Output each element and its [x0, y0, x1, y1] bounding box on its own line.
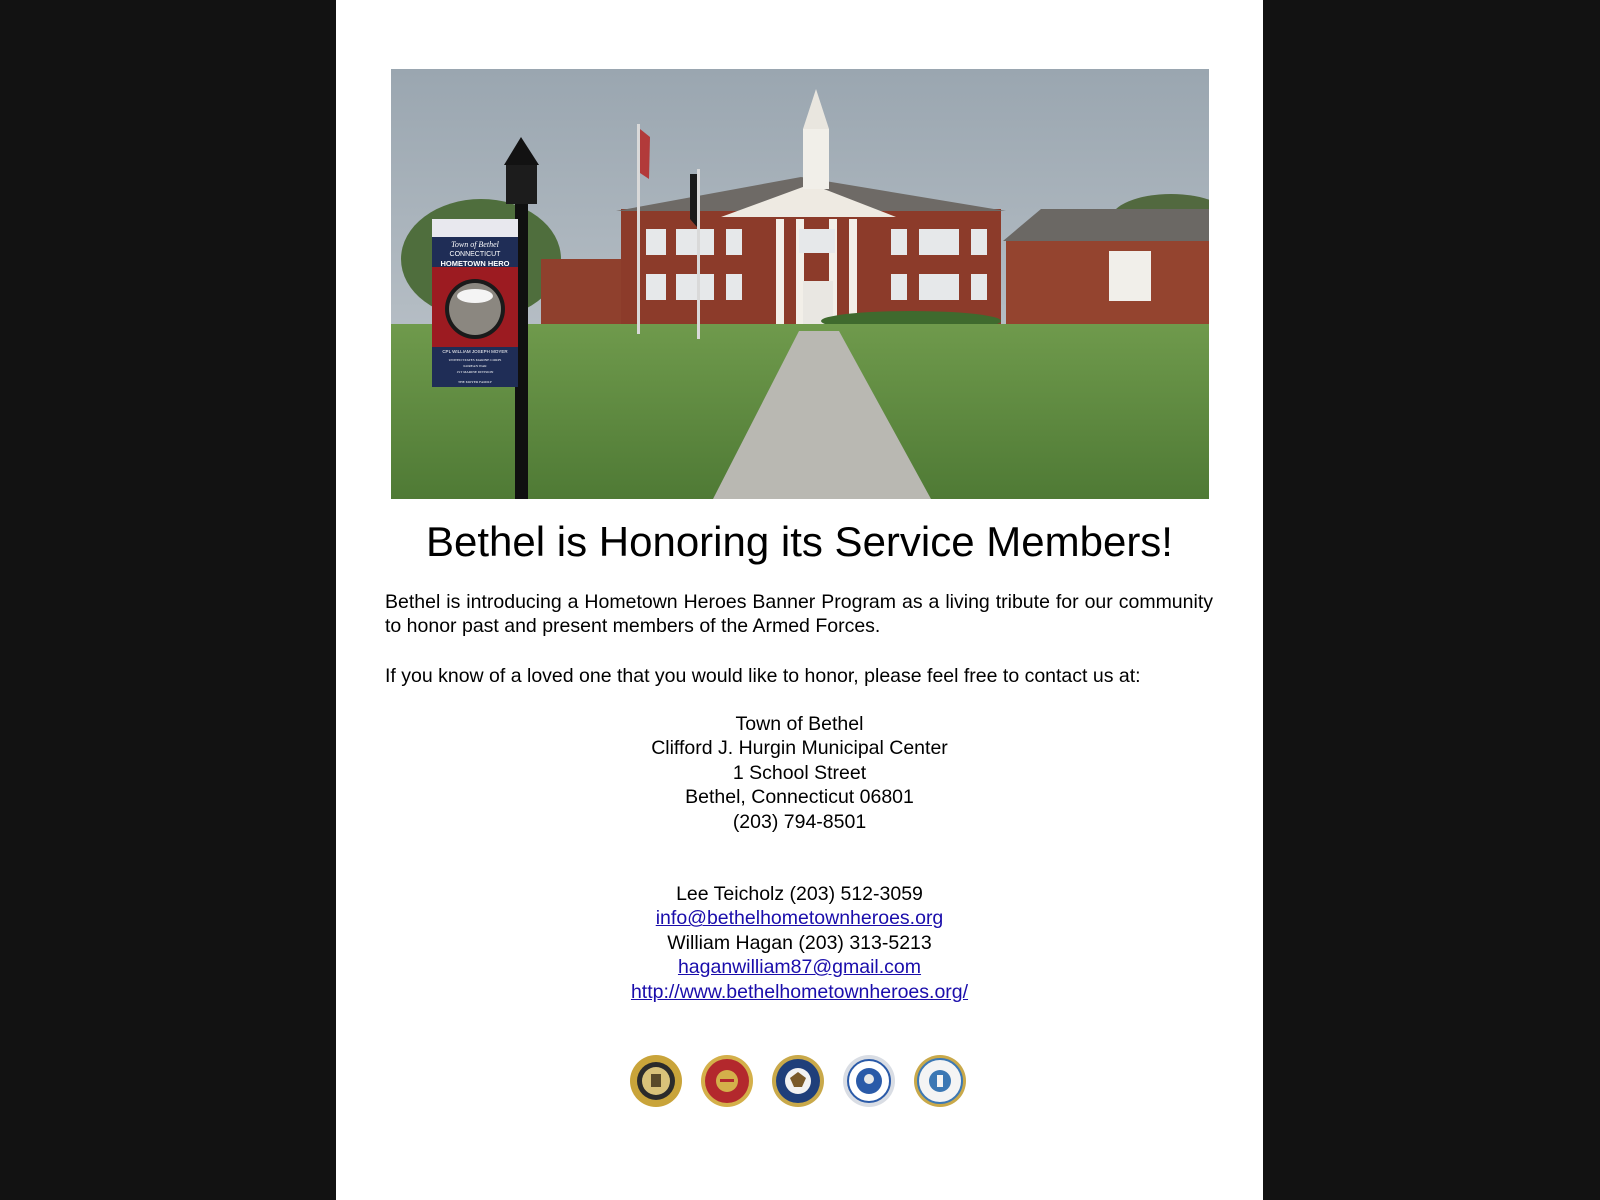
contact-lee: Lee Teicholz (203) 512-3059 — [676, 883, 923, 905]
banner-detail2: KOREAN WAR — [463, 364, 487, 368]
contact-prompt: If you know of a loved one that you would like to honor, please feel free to contact us at: — [385, 665, 1141, 687]
navy-seal-icon — [771, 1054, 825, 1108]
intro-paragraph: Bethel is introducing a Hometown Heroes Banner Program as a living tribute for our community to honor past and present members of the Armed Forces. — [385, 591, 1213, 637]
address-street: 1 School Street — [732, 761, 867, 784]
marine-corps-seal-icon — [700, 1054, 754, 1108]
banner-detail3: 1ST MARINE DIVISION — [456, 370, 494, 374]
address-phone: (203) 794-8501 — [732, 810, 867, 833]
air-force-seal-icon — [842, 1054, 896, 1108]
army-seal-icon — [629, 1054, 683, 1108]
address-block — [336, 712, 1263, 834]
banner-detail1: UNITED STATES MARINE CORPS — [448, 358, 502, 362]
coast-guard-seal-icon — [913, 1054, 967, 1108]
military-seals-row — [629, 1054, 967, 1108]
address-org: Town of Bethel — [735, 713, 864, 735]
address-building: Clifford J. Hurgin Municipal Center — [651, 737, 948, 760]
banner-name: CPL WILLIAM JOSEPH MOYER — [442, 349, 508, 354]
email-link-info[interactable]: info@bethelhometownheroes.org — [655, 907, 944, 930]
contact-william: William Hagan (203) 313-5213 — [667, 931, 932, 954]
page-title: Bethel is Honoring its Service Members! — [426, 518, 1173, 565]
contacts-block — [336, 882, 1263, 1004]
photo-illustration — [391, 69, 1209, 499]
email-link-hagan[interactable]: haganwilliam87@gmail.com — [677, 956, 922, 979]
address-city: Bethel, Connecticut 06801 — [685, 786, 914, 809]
banner-line1: Town of Bethel — [451, 240, 499, 249]
document-page — [336, 0, 1263, 1200]
banner-family: THE MOYER FAMILY — [457, 380, 493, 384]
town-hall-photo — [391, 69, 1209, 499]
banner-line2: CONNECTICUT — [449, 251, 501, 258]
website-link[interactable]: http://www.bethelhometownheroes.org/ — [630, 980, 969, 1003]
banner-line3: HOMETOWN HERO — [440, 259, 510, 268]
